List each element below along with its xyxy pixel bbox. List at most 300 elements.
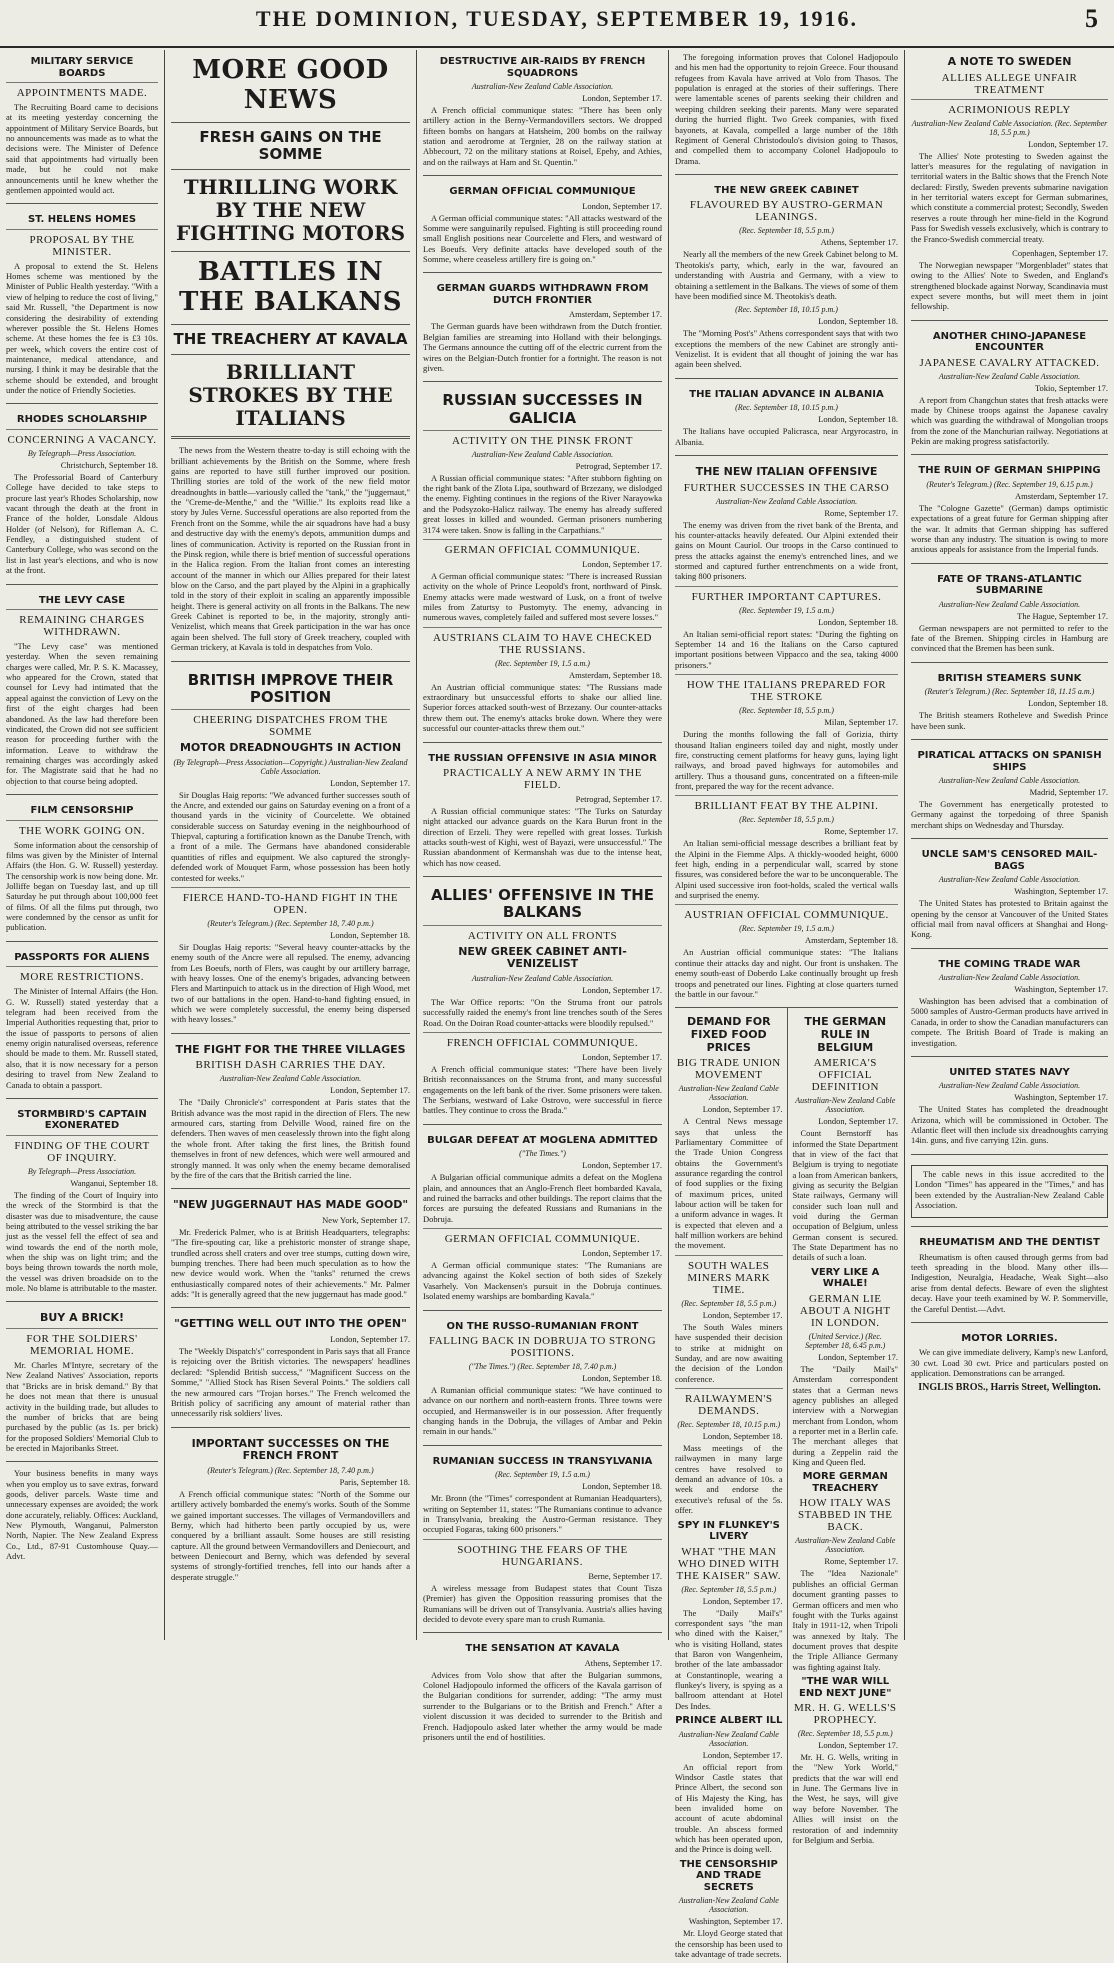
article-headline: PASSPORTS FOR ALIENS <box>14 951 150 963</box>
article-headline: BULGAR DEFEAT AT MOGLENA ADMITTED <box>427 1134 658 1146</box>
article-credit: Australian-New Zealand Cable Association. <box>219 1074 362 1084</box>
article-dateline: London, September 17. <box>582 558 662 569</box>
split-columns <box>675 1007 898 1963</box>
article-body: Mr. Bronn (the "Times" correspondent at Rumanian Headquarters), writing on September 11, states: "The Rumanians continue to advance in Transylvania, breaking the Austro-German resistance. They occupied Fogaras, taking 600 prisoners." <box>423 1493 662 1535</box>
main-headline: MORE GOOD NEWS <box>192 55 389 115</box>
article-subhead: ACRIMONIOUS REPLY <box>911 99 1108 116</box>
article-dateline: New York, September 17. <box>322 1214 410 1225</box>
article-body: The Norwegian newspaper "Morgenbladet" states that owing to the Allies' Note to Sweden, and England's strengthened blockade against Norway, Scandinavia must expect severe months, but will meet them in joint fellowship. <box>911 259 1108 312</box>
article-headline: THE RUIN OF GERMAN SHIPPING <box>918 465 1101 477</box>
article-body: "The Levy case" was mentioned yesterday. When the seven remaining charges were called, Mr. P. S. K. Macassey, who appeared for the Crown, stated that counsel for Levy had intimated that the appeal against the conviction of Levy on the first of the eight charges had been abandoned. As the law had therefore been vindicated, the Crown did not see sufficient reason for proceeding further with the information. Leave to withdraw the remaining charges was accordingly asked for. The Magistrate said that he had no objection to that course being adopted. <box>6 641 158 786</box>
article-subhead: ACTIVITY ON THE PINSK FRONT <box>423 430 662 447</box>
masthead-title: THE DOMINION, TUESDAY, SEPTEMBER 19, 1916. <box>255 6 859 31</box>
article-dateline: Petrograd, September 17. <box>575 460 662 471</box>
article-body: The Allies' Note protesting to Sweden against the latter's measures for the regulating of navigation in territorial waters in the Baltic shows that the French Note declared: Firstly, Sweden prevents submarine navigation in her territorial waters except for German submarines, which constitute a commercial protest; Secondly, Sweden reserves a route through her mine-field in the Kogrund Pass for Swedish vessels exclusively, which is contrary to the Franco-Swedish commercial treaty. <box>911 150 1108 244</box>
article-body: A Central News message says that unless the Parliamentary Committee of the Trade Union Congress obtains the Government's assurance regarding the control of food supplies or the fixing of maximum prices, united labour action will be taken for a uniform advance in wages. It is expected that eleven and a half million workers are behind the movement. <box>675 1116 783 1251</box>
article-body: Mr. H. G. Wells, writing in the "New York World," predicts that the war will end in June. The Germans live in the West, he says, will give way before November. The Allies will insist on the restoration of and indemnity for Belgium and Serbia. <box>792 1752 898 1845</box>
article-body: During the months following the fall of Gorizia, thirty thousand Italian engineers toiled day and night, mostly under fire, constructing cement platforms for heavy guns, laying light railways, and broad paved highways for automobiles and artillery. Thus a thousand guns, concentrated on a fifteen-mile front, prepared the way for the recent advance. <box>675 729 898 791</box>
article-body: An official report from Windsor Castle states that Prince Albert, the second son of His Majesty the King, has been invalided home on account of acute abdominal trouble. An abscess formed which has been operated upon, and the Prince is doing well. <box>675 1761 783 1855</box>
article-credit: (By Telegraph—Press Association—Copyright.) Australian-New Zealand Cable Association. <box>173 757 408 776</box>
article-russo-rumanian <box>423 1310 662 1437</box>
article-body: The enemy was driven from the rivet bank of the Brenta, and his counter-attacks heavily defeated. Our Alpini extended their gains on Mount Cauriol. Our troops in the Carso continued to press the attacks against the enemy's entrenched lines, and we stormed and captured further entrenchments on a wide front, taking 800 prisoners. <box>675 519 898 582</box>
article-dateline: London, September 18. <box>330 929 410 940</box>
article-air-raids <box>423 56 662 167</box>
article-body: Mr. Frederick Palmer, who is at British Headquarters, telegraphs: "The fire-spouting car, like a prehistoric monster of strange shape, trundled across shell craters and over tree stumps, cutting down wire, bumping trenches. There had been much speculation as to how the new device would work. When the "tanks" returned the crews enthusiastically compared notes of their achievements." Mr. Palmer adds: "It is generally agreed that the new juggernaut has made good." <box>171 1226 410 1300</box>
divider <box>171 354 410 355</box>
article-body: The United States has completed the dreadnought Arizona, which will be commissioned in October. The Atlantic fleet will then include six dreadnoughts carrying 14in. guns, and five carrying 12in. guns. <box>911 1104 1108 1146</box>
article-headline: "GETTING WELL OUT INTO THE OPEN" <box>174 1317 407 1331</box>
article-headline: FILM CENSORSHIP <box>30 805 134 817</box>
article-subhead: JAPANESE CAVALRY ATTACKED. <box>919 356 1100 369</box>
article-dateline: Washington, September 17. <box>688 1916 783 1927</box>
split-right <box>787 1008 899 1963</box>
article-body: A German official communique states: "All attacks westward of the Somme were sanguinarily repulsed. Fighting is still proceeding round small English positions near Courcelette and Flers, and westward of Les Boeufs. Very definite attacks have developed south of the Somme, where ceaseless artillery fire is going on." <box>423 212 662 265</box>
article-subhead: APPOINTMENTS MADE. <box>6 82 158 99</box>
article-body: An Italian semi-official message describes a brilliant feat by the Alpini in the Fiemme Alps. A thickly-wooded height, 6000 feet high, ending in a perpendicular wall, scarred by stone fissures, was considered before the war to be unconquerable. The Alpini used successive iron foot-holds, scaled the vertical walls and surprised the enemy. <box>675 838 898 901</box>
advertisement-body: We can give immediate delivery, Kamp's new Lanford, 30 cwt. Load 30 cwt. Price and particulars posted on application. Demonstrations can be arranged. <box>911 1347 1108 1379</box>
article-subhead: FIERCE HAND-TO-HAND FIGHT IN THE OPEN. <box>171 887 410 916</box>
article-subhead: FURTHER IMPORTANT CAPTURES. <box>675 586 898 603</box>
article-headline: THE SENSATION AT KAVALA <box>465 1643 620 1655</box>
article-into-the-open <box>171 1307 410 1418</box>
article-credit: Australian-New Zealand Cable Association. <box>678 1084 779 1103</box>
article-credit: Australian-New Zealand Cable Association. <box>938 1081 1081 1091</box>
article-headline: THE GERMAN RULE IN BELGIUM <box>804 1015 887 1054</box>
article-note-to-sweden <box>911 56 1108 312</box>
article-body: The South Wales miners have suspended their decision to strike at midnight on Sunday, and are now awaiting the decision of the London conference. <box>675 1321 783 1384</box>
article-credit: Australian-New Zealand Cable Association. <box>795 1096 896 1115</box>
article-body: The finding of the Court of Inquiry into the wreck of the Stormbird is that the disaster was due to misadventure, the cause being attributed to the vessel striking the bar just as the vessel fell the effect of sea and wind towards the end of the north mole, when the ship was on light trim; and the boys being thrown towards the north mole, the vessel was driven broadside on to the mole. No blame is attributable to the master. <box>6 1189 158 1294</box>
article-military-service-boards <box>6 56 158 195</box>
article-body: A Russian official communique states: "After stubborn fighting on the right bank of the Zlota Lipa, southward of Brzezany, we dislodged the enemy. Fighting continues in the regions of the River Narayowka and the Podsyzoko-Halicz railway. The enemy has already suffered great losses in killed and wounded. German prisoners numbering 3174 were taken. Snow is falling in the Carpathians." <box>423 472 662 535</box>
article-dateline: Athens, September 17. <box>584 1657 662 1668</box>
article-subhead: CHEERING DISPATCHES FROM THE SOMME <box>171 709 410 738</box>
article-levy-case <box>6 584 158 787</box>
article-kavala <box>423 1632 662 1742</box>
article-headline: THE FIGHT FOR THE THREE VILLAGES <box>175 1042 406 1056</box>
article-credit: (Rec. September 18, 5.5 p.m.) <box>739 815 834 825</box>
times-notice <box>911 1154 1108 1218</box>
article-headline: DESTRUCTIVE AIR-RAIDS BY FRENCH SQUADRONS <box>439 56 646 79</box>
article-headline: FATE OF TRANS-ATLANTIC SUBMARINE <box>937 573 1082 597</box>
article-headline: RHODES SCHOLARSHIP <box>16 414 148 426</box>
article-credit: (Rec. September 19, 1.5 a.m.) <box>739 924 834 934</box>
article-body: Mr. Lloyd George stated that the censorship has been used to take advantage of trade secrets. <box>675 1928 783 1960</box>
article-bulgar-defeat <box>423 1124 662 1302</box>
article-body: A Russian official communique states: "The Turks on Saturday night attacked our advance guards on the Kara Burun front in the direction of Erzeli. They were repelled with great losses. Turkish attacks south-west of Kighi, west of Bayazi, were unsuccessful." The Russian abandonment of Kermanshah was due to the intense heat, which has now ceased. <box>423 806 662 868</box>
article-credit: (Rec. September 18, 5.5 p.m.) <box>739 706 834 716</box>
article-headline: BRITISH STEAMERS SUNK <box>937 672 1082 684</box>
article-british-improve <box>171 661 410 1025</box>
article-dateline: London, September 18. <box>818 414 898 425</box>
article-headline: MILITARY SERVICE BOARDS <box>30 56 134 79</box>
article-headline: THE CENSORSHIP AND TRADE SECRETS <box>679 1858 778 1893</box>
article-subhead: MR. H. G. WELLS'S PROPHECY. <box>793 1702 897 1727</box>
article-subhead: FINDING OF THE COURT OF INQUIRY. <box>6 1135 158 1164</box>
page-number: 5 <box>1085 4 1098 33</box>
article-stormbird <box>6 1098 158 1294</box>
article-dateline: London, September 17. <box>582 1052 662 1063</box>
notice-box <box>911 1165 1108 1218</box>
article-body: Mass meetings of the railwaymen in many large centres have resolved to demand an advance of 10s. a week and endorse the executive's refusal of the 5s. offer. <box>675 1443 783 1516</box>
article-subhead: BRITISH DASH CARRIES THE DAY. <box>195 1059 386 1072</box>
article-credit: (United Service.) (Rec. September 18, 6.45 p.m.) <box>805 1331 886 1350</box>
article-st-helens-homes <box>6 203 158 395</box>
divider <box>171 324 410 325</box>
article-dateline: London, September 17. <box>582 984 662 995</box>
article-galicia <box>423 381 662 733</box>
article-credit: (Rec. September 18, 10.15 p.m.) <box>677 1420 781 1429</box>
advertisement-headline: MOTOR LORRIES. <box>961 1332 1058 1344</box>
article-three-villages <box>171 1033 410 1181</box>
article-credit: (Reuter's Telegram.) (Rec. September 18, 7.40 p.m.) <box>207 1465 374 1475</box>
article-dateline: London, September 17. <box>582 1248 662 1259</box>
article-headline: THE COMING TRADE WAR <box>938 958 1081 970</box>
article-dateline: London, September 17. <box>702 1749 783 1760</box>
article-body: The United States has protested to Britain against the opening by the censor at Vancouver of the United States official mail from naval officers at Shanghai and Hong-Kong. <box>911 898 1108 940</box>
article-dateline: Amsterdam, September 17. <box>568 309 662 320</box>
article-dateline: London, September 17. <box>330 1334 410 1345</box>
article-headline: BRITISH IMPROVE THEIR POSITION <box>187 670 394 706</box>
article-credit: Australian-New Zealand Cable Association. <box>938 599 1081 609</box>
article-subhead: FRENCH OFFICIAL COMMUNIQUE. <box>423 1032 662 1049</box>
article-subhead: THE WORK GOING ON. <box>6 820 158 837</box>
article-subhead: SOOTHING THE FEARS OF THE HUNGARIANS. <box>423 1539 662 1568</box>
article-credit: Australian-New Zealand Cable Association. <box>938 973 1081 983</box>
column-2 <box>164 50 416 1640</box>
advertisement-motor-lorries <box>911 1322 1108 1394</box>
article-body: A report from Changchun states that fresh attacks were made by Chinese troops against the Japanese cavalry which was guarding the withdrawal of Mongolian troops from the zone of the Manchurian railway. Negotiations at Pekin are making progress satisfactorily. <box>911 394 1108 447</box>
article-credit: Australian-New Zealand Cable Association. <box>471 449 614 459</box>
article-dateline: Paris, September 18. <box>339 1476 410 1487</box>
article-credit: Australian-New Zealand Cable Association. <box>678 1896 779 1915</box>
article-body: An Austrian official communique states: "The Russians made extraordinary but unsuccessful efforts to shake our allied line. Superior forces attacked south-west of Brzezany. Our counter-attacks threw them out. The enemy's attacks broke down. Where they were successful our counter-attacks threw them out." <box>423 681 662 734</box>
article-subhead: GERMAN OFFICIAL COMMUNIQUE. <box>423 539 662 556</box>
article-subhead: HOW ITALY WAS STABBED IN THE BACK. <box>797 1497 893 1534</box>
article-subhead: REMAINING CHARGES WITHDRAWN. <box>6 609 158 638</box>
article-dateline: London, September 17. <box>818 1740 898 1751</box>
article-dateline: London, September 17. <box>582 93 662 103</box>
article-us-navy <box>911 1056 1108 1146</box>
article-body: The Minister of Internal Affairs (the Hon. G. W. Russell) stated yesterday that a telegram had been received from the Imperial Authorities requesting that, prior to the issue of passports to persons of alien enemy origin naturalised overseas, reference should be made to them. Mr. Russell stated, also, that it is now necessary for a person desiring to travel from New Zealand to Canada to obtain a passport. <box>6 986 158 1090</box>
article-credit: (Rec. September 18, 5.5 p.m.) <box>739 226 834 236</box>
article-dateline: London, September 17. <box>818 1116 898 1127</box>
article-dateline: London, September 17. <box>702 1595 783 1606</box>
article-body: The Recruiting Board came to decisions at its meeting yesterday concerning the appointment of Military Service Boards, but no announcements was made as to what the decisions were. The Minister of Defence said that appointments had virtually been made, but he could not make announcements until he knew whether the gentlemen appointed would act. <box>6 102 158 195</box>
article-credit: Australian-New Zealand Cable Association. <box>938 875 1081 885</box>
lead-story <box>171 56 410 653</box>
divider <box>171 436 410 439</box>
article-subhead: MORE RESTRICTIONS. <box>6 966 158 983</box>
article-credit: Australian-New Zealand Cable Association. <box>715 496 858 506</box>
article-body: Advices from Volo show that after the Bulgarian summons, Colonel Hadjopoulo informed the officers of the Kavala garrison of the Bulgarian conditions for surrender, adding: "The army must surrender to the Bulgarians or to the British and French." After a violent discussion it was decided to surrender to the British and French. Hadjopoulo asked later whether the army would be made prisoners until the end of hostilities. <box>423 1669 662 1742</box>
article-headline: UNITED STATES NAVY <box>949 1066 1070 1078</box>
article-headline: RUSSIAN SUCCESSES IN GALICIA <box>442 391 643 427</box>
article-dateline: Berne, September 17. <box>588 1570 662 1581</box>
article-headline: UNCLE SAM'S CENSORED MAIL-BAGS <box>921 849 1098 872</box>
article-headline: RUMANIAN SUCCESS IN TRANSYLVANIA <box>432 1455 653 1467</box>
article-subhead: PRACTICALLY A NEW ARMY IN THE FIELD. <box>443 767 642 791</box>
article-dateline: Rome, September 17. <box>824 1556 898 1567</box>
column-4 <box>668 50 904 1960</box>
article-body: A Rumanian official communique states: "We have continued to advance on our northern and north-eastern fronts. Three towns were occupied, and Hermansweiler is in our possession. After frequently changing hands in the Dobruja, the villages of Ambar and Pekin remain in our hands." <box>423 1385 662 1437</box>
article-dateline: London, September 17. <box>330 777 410 788</box>
article-subhead: GERMAN LIE ABOUT A NIGHT IN LONDON. <box>799 1292 891 1329</box>
article-headline: "THE WAR WILL END NEXT JUNE" <box>799 1676 892 1699</box>
article-subhead: RAILWAYMEN'S DEMANDS. <box>675 1388 783 1417</box>
article-dateline: London, September 18. <box>582 1481 662 1492</box>
article-credit: ("The Times.") <box>519 1149 566 1159</box>
article-dateline: London, September 18. <box>818 316 898 327</box>
article-body: A French official communique states: "North of the Somme our artillery actively bombarded the enemy's works. South of the Somme we gained important successes. The villages of Vermandovillers and Berny, which had hitherto been partly occupied by us, were conquered by a brilliant assault. Some houses are still resisting capture. All the ground between Vermandovillers and Deniecourt, and between Deniecourt and Berny, which was defended by several systems of strongly-fortified trenches, fell into our hands after a desperate struggle." <box>171 1488 410 1582</box>
article-body: A French official communique states: "There have been lively British reconnaissances on the Struma front, and many successful engagements on the left bank of the river. Some prisoners were taken. The Serbians, westward of Lake Ostrovo, were successful in fierce battles. They continue to cross the Brada." <box>423 1064 662 1116</box>
headline-deck: THRILLING WORK BY THE NEW FIGHTING MOTORS <box>175 175 406 246</box>
article-dateline: London, September 18. <box>582 1373 662 1384</box>
headline-deck: THE TREACHERY AT KAVALA <box>173 330 408 349</box>
article-submarine <box>911 563 1108 654</box>
article-new-juggernaut <box>171 1188 410 1299</box>
advertiser-name: INGLIS BROS., Harris Street, Wellington. <box>918 1382 1101 1394</box>
article-dateline: London, September 18. <box>1028 698 1108 709</box>
advertisement-dentist <box>911 1226 1108 1314</box>
article-film-censorship <box>6 794 158 933</box>
article-subhead: BIG TRADE UNION MOVEMENT <box>676 1057 781 1082</box>
article-headline: THE NEW GREEK CABINET <box>714 184 859 196</box>
article-credit: (Rec. September 19, 1.5 a.m.) <box>495 1470 590 1480</box>
article-credit: (Rec. September 19, 1.5 a.m.) <box>495 658 590 668</box>
masthead <box>0 0 1114 48</box>
article-subhead: AMERICA'S OFFICIAL DEFINITION <box>811 1057 879 1094</box>
article-dateline: London, September 18. <box>818 616 898 627</box>
article-body: Sir Douglas Haig reports: "Several heavy counter-attacks by the enemy south of the Ancre were all repulsed. The enemy, advancing from Les Boeufs, north of Flers, was caught by our artillery barrage, with heavy losses. One of the enemy's brigades, advancing between Flers and Martinpuich to attack us in the direction of High Wood, met two of our battalions in the open. Hand-to-hand fighting ensued, in which we were completely successful, the enemy being dispersed with heavy losses." <box>171 941 410 1025</box>
article-subhead: GERMAN OFFICIAL COMMUNIQUE. <box>423 1228 662 1245</box>
article-dateline: Copenhagen, September 17. <box>1012 247 1108 258</box>
article-subhead: MOTOR DREADNOUGHTS IN ACTION <box>179 741 402 754</box>
article-subhead: FURTHER SUCCESSES IN THE CARSO <box>683 481 890 494</box>
article-subhead: NEW GREEK CABINET ANTI-VENIZELIST <box>458 944 627 971</box>
article-italian-offensive <box>675 455 898 999</box>
article-dateline: Rome, September 17. <box>824 826 898 837</box>
article-dateline: London, September 17. <box>702 1104 783 1115</box>
column-3 <box>416 50 668 1742</box>
article-credit: Australian-New Zealand Cable Association. (Rec. September 18, 5.5 p.m.) <box>911 118 1108 137</box>
article-body: Washington has been advised that a combination of 5000 samples of Austro-German products have arrived in Canada, in order to show the Canadian manufacturers can compete. The British Board of Trade is making an investigation. <box>911 996 1108 1048</box>
article-body: German newspapers are not permitted to refer to the fate of the Bremen. Shipping circles in Hamburg are convinced that the Bremen has been sunk. <box>911 622 1108 654</box>
article-subhead: PROPOSAL BY THE MINISTER. <box>6 229 158 258</box>
article-dateline: London, September 17. <box>582 1160 662 1171</box>
article-transylvania <box>423 1445 662 1624</box>
article-headline: GERMAN GUARDS WITHDRAWN FROM DUTCH FRONTIER <box>436 283 649 306</box>
article-headline: GERMAN OFFICIAL COMMUNIQUE <box>449 186 636 198</box>
article-rhodes-scholarship <box>6 403 158 575</box>
article-dateline: Milan, September 17. <box>824 717 898 728</box>
article-headline: ANOTHER CHINO-JAPANESE ENCOUNTER <box>932 330 1087 354</box>
headline-deck: BRILLIANT STROKES BY THE ITALIANS <box>188 360 393 431</box>
article-chino-japanese <box>911 320 1108 447</box>
article-dateline: Amsterdam, September 17. <box>1014 490 1108 501</box>
article-credit: By Telegraph—Press Association. <box>27 1166 137 1176</box>
article-dateline: Wanganui, September 18. <box>70 1177 158 1188</box>
notice-body: The cable news in this issue accredited to the London "Times" has appeared in the "Times," and has been extended by the Australian-New Zealand Cable Association. <box>915 1168 1104 1210</box>
article-body: The German guards have been withdrawn from the Dutch frontier. Belgian families are streaming into Holland with their belongings. The Germans announce the cutting off of the electric current from the wires on the Belgian-Dutch frontier for a fortnight. The reason is not given. <box>423 321 662 373</box>
article-headline: ST. HELENS HOMES <box>27 214 137 226</box>
article-german-communique <box>423 175 662 264</box>
article-dateline: Petrograd, September 17. <box>575 794 662 804</box>
article-credit: (Rec. September 18, 10.15 p.m.) <box>735 403 838 413</box>
article-headline: THE ITALIAN ADVANCE IN ALBANIA <box>689 388 884 400</box>
article-body: A German official communique states: "There is increased Russian activity on the whole of Prince Leopold's front, northward of Pinsk. Enemy attacks were made westward of Lusk, on a front of twelve miles from Zaturtsy to Pustomyty. The enemy, advancing in numerous waves, completely failed and suffered most severe losses." <box>423 570 662 623</box>
article-headline: PIRATICAL ATTACKS ON SPANISH SHIPS <box>917 750 1102 773</box>
article-trade-war <box>911 948 1108 1048</box>
article-dateline: Amsterdam, September 18. <box>568 669 662 680</box>
article-spanish-ships <box>911 739 1108 830</box>
article-body: The Professorial Board of Canterbury College have decided to take steps to procure last year's Rhodes Scholarship, now vacant through the death at the front in France of the holder, Lonsdale Aldous Holder (of Nelson), for Rifleman A. C. Fendley, a distinguished student of Canterbury College, who was second on the list in last year's elections, and who is now at the front. <box>6 471 158 576</box>
article-body: The War Office reports: "On the Struma front our patrols successfully raided the enemy's front line trenches south of the Seres Road. On the Doiran Road counter-attacks were bloodily repulsed." <box>423 996 662 1028</box>
article-dateline: Washington, September 17. <box>1014 1092 1108 1103</box>
article-subhead: AUSTRIAN OFFICIAL COMMUNIQUE. <box>675 904 898 921</box>
article-headline: IMPORTANT SUCCESSES ON THE FRENCH FRONT <box>191 1436 390 1463</box>
article-body: A Bulgarian official communique admits a defeat on the Moglena plain, and announces that an Anglo-French fleet bombarded Kavala, and ruined the barracks and other buildings. The report claims that the forces are pursuing the defeated Russians and Rumanians in the Dobruja. <box>423 1172 662 1224</box>
article-french-front <box>171 1427 410 1583</box>
article-body: The Italians have occupied Palicrasca, near Argyrocastro, in Albania. <box>675 426 898 447</box>
column-5 <box>904 50 1114 1640</box>
article-body: Count Bernstorff has informed the State Department that in view of the fact that Belgium is trying to negotiate a loan from American bankers, giving as security the Belgian State railways, Germany will consider such loan null and void during the German occupation of Belgium, unless German consent is secured. The State Department has no details of such a loan. <box>792 1128 898 1263</box>
article-body: A proposal to extend the St. Helens Homes scheme was mentioned by the Minister of Public Health yesterday. "With a view of helping to reduce the cost of living," said Mr. Russell, "the Department is now considering the desirability of extending wherever possible the St. Helens Homes scheme. At these homes the fee is £3 10s. per week, which covers the entire cost of maintenance, medical attendance, and nursing. I think it may be desirable that the scheme should be extended, and brought under the notice of Friendly Societies. <box>6 260 158 396</box>
article-subhead: FLAVOURED BY AUSTRO-GERMAN LEANINGS. <box>689 199 884 224</box>
article-kavala-continued <box>675 52 898 166</box>
article-dateline: London, September 17. <box>330 1085 410 1096</box>
article-subhead: ACTIVITY ON ALL FRONTS <box>423 925 662 942</box>
article-italian-albania <box>675 378 898 447</box>
article-subhead: HOW THE ITALIANS PREPARED FOR THE STROKE <box>675 674 898 703</box>
advertisement-express <box>6 1461 158 1561</box>
article-german-guards <box>423 272 662 373</box>
article-subhead: CONCERNING A VACANCY. <box>6 429 158 446</box>
article-credit: By Telegraph—Press Association. <box>27 448 137 458</box>
article-headline: MORE GERMAN TREACHERY <box>802 1471 888 1494</box>
article-headline: THE LEVY CASE <box>38 594 126 606</box>
article-credit: Australian-New Zealand Cable Association. <box>471 82 614 91</box>
article-credit: Australian-New Zealand Cable Association. <box>471 973 614 983</box>
article-headline: ALLIES' OFFENSIVE IN THE BALKANS <box>430 886 655 922</box>
article-headline: BUY A BRICK! <box>39 1311 124 1325</box>
article-dateline: Rome, September 17. <box>824 507 898 518</box>
divider <box>171 122 410 123</box>
article-credit: (Rec. September 18, 5.5 p.m.) <box>681 1298 777 1308</box>
article-credit: ("The Times.") (Rec. September 18, 7.40 p.m.) <box>468 1362 617 1372</box>
article-subhead: FOR THE SOLDIERS' MEMORIAL HOME. <box>6 1328 158 1357</box>
article-dateline: London, September 17. <box>582 200 662 211</box>
article-credit: Australian-New Zealand Cable Association. <box>795 1536 896 1555</box>
article-body: The "Morning Post's" Athens correspondent says that with two exceptions the members of the new Cabinet are strongly anti-Venizelist. It is evident that all thought of joining the war has again been shelved. <box>675 328 898 370</box>
article-credit: Australian-New Zealand Cable Association. <box>938 776 1081 786</box>
article-dateline: Madrid, September 17. <box>1029 787 1108 798</box>
article-body: Nearly all the members of the new Greek Cabinet belong to M. Theotokis's party, which, early in the war, favoured an understanding with Austria and Germany, with a view to obtaining a settlement in the Balkans. The views of some of them have been modified since M. Theotokis's death. <box>675 249 898 301</box>
article-body: Sir Douglas Haig reports: "We advanced further successes south of the Ancre, and extended our gains on Saturday evening on a front of a thousand yards in the vicinity of Courcelette. We obtained considerable success on Saturday evening in the neighbourhood of Thiepval, capturing a fortification known as the Danube Trench, with a front of a mile. The Germans have abandoned considerable quantities of rifles and equipment. We also captured the strongly-defended work of Mouquet Farm, whose possession has been hotly contested for weeks." <box>171 789 410 883</box>
advertisement-body: Rheumatism is often caused through germs from bad teeth spreading in the blood. Many other ills—Indigestion, Neuralgia, Headache, Weak Sight—also arise from dental defects. Beware of even the slightest decay. Have your teeth examined by W. P. Sommerville, the Careful Dentist.—Advt. <box>911 1251 1108 1314</box>
article-headline: THE NEW ITALIAN OFFENSIVE <box>695 464 878 478</box>
article-body: The "Daily Chronicle's" correspondent at Paris states that the British advance was the most rapid in the direction of Flers. The new armoured cars, starting from Delville Wood, rained fire on the defenders. Then waves of men ceaselessly thrown into the fight along the whole front. After taking the first lines, the British found themselves in front of new defences, which were well armoured and strongly manned. It was only when the enemy became demoralised by the fire of the cars that the British carried the line. <box>171 1097 410 1180</box>
article-balkans-offensive <box>423 876 662 1116</box>
article-dateline: London, September 17. <box>818 1351 898 1362</box>
split-left <box>675 1008 787 1963</box>
article-subhead: FALLING BACK IN DOBRUJA TO STRONG POSITIONS. <box>428 1335 657 1360</box>
advertisement-body: Your business benefits in many ways when you employ us to save extras, forward goods, deliver parcels. Waste time and unnecessary expenses are avoided; the work done accurately, reliably. Offices: Auckland, New Plymouth, Wanganui, Palmerston North, Napier. The New Zealand Express Co., Ltd., 87-91 Customhouse Quay.—Advt. <box>6 1468 158 1562</box>
article-body: The "Daily Mail's" Amsterdam correspondent states that a German news agency publishes an alleged interview with a Norwegian merchant from London, whom a reporter met in a Berlin cafe. The merchant alleges that during a Zeppelin raid the King and Queen fled. <box>792 1363 898 1468</box>
article-dateline: London, September 17. <box>1028 138 1108 149</box>
article-greek-cabinet <box>675 174 898 370</box>
article-body: The British steamers Rotheleve and Swedish Prince have been sunk. <box>911 710 1108 731</box>
article-credit: (Rec. September 18, 10.15 p.m.) <box>735 305 838 315</box>
article-subhead: ALLIES ALLEGE UNFAIR TREATMENT <box>941 71 1078 96</box>
article-dateline: Amsterdam, September 18. <box>804 935 898 946</box>
article-asia-minor <box>423 742 662 869</box>
article-credit: (Rec. September 19, 1.5 a.m.) <box>739 605 834 615</box>
article-headline: STORMBIRD'S CAPTAIN EXONERATED <box>17 1108 147 1132</box>
headline-deck: BATTLES IN THE BALKANS <box>179 257 402 318</box>
article-german-shipping <box>911 454 1108 554</box>
article-dateline: London, September 17. <box>702 1309 783 1320</box>
article-headline: "NEW JUGGERNAUT HAS MADE GOOD" <box>172 1198 409 1212</box>
article-credit: (Rec. September 18, 5.5 p.m.) <box>681 1584 777 1594</box>
article-dateline: Athens, September 17. <box>820 237 898 248</box>
article-body: A French official communique states: "There has been only artillery action in the Berny-Vermandovillers sectors. We dropped fifteen bombs on hangars at Hatsheim, 200 bombs on the railway station and aerodrome at Tergnier, 28 on the railway station at Abbecourt, 72 on the military stations at Roisel, Epehy, and Athies, and on the railways at Ham and St. Quentin." <box>423 105 662 167</box>
article-headline: PRINCE ALBERT ILL <box>675 1715 783 1727</box>
article-body: Some information about the censorship of films was given by the Minister of Internal Affairs (the Hon. G. W. Russell) yesterday. The censorship work is now being done. Mr. Jolliffe began on Tuesday last, and up till Saturday he put through about 100,000 feet of films. Of all the films put through, two were condemned by the censor as unfit for publication. <box>6 839 158 933</box>
article-credit: (Reuter's Telegram.) (Rec. September 19, 6.15 p.m.) <box>926 479 1093 489</box>
article-mail-bags <box>911 838 1108 939</box>
article-body: The Government has energetically protested to Germany against the torpedoing of three Spanish merchant ships on Wednesday and Thursday. <box>911 799 1108 830</box>
article-dateline: London, September 18. <box>702 1431 783 1441</box>
article-body: The foregoing information proves that Colonel Hadjopoulo and his men had the opportunity to rejoin Greece. Four thousand refugees from Kavala have arrived at Volo from Thasos. The population is enraged at the stories of their sufferings. There were lamentable scenes of parents seeking their children and weeping children seeking their parents. Many were separated during the hurried flight. Two Greek companies, with fixed bayonets, at Kavala, compelled a large number of the 18th Regiment of General Christodoulo's division going to Thasos, and compelled them to accompany Colonel Hadjopoulo to Drama. <box>675 52 898 166</box>
article-headline: SPY IN FLUNKEY'S LIVERY <box>677 1519 780 1543</box>
article-subhead: AUSTRIANS CLAIM TO HAVE CHECKED THE RUSSIANS. <box>423 627 662 656</box>
article-dateline: Christchurch, September 18. <box>60 459 158 470</box>
article-subhead: BRILLIANT FEAT BY THE ALPINI. <box>675 795 898 812</box>
advertisement-headline: RHEUMATISM AND THE DENTIST <box>919 1237 1100 1249</box>
article-headline: VERY LIKE A WHALE! <box>811 1266 880 1290</box>
article-body: The "Cologne Gazette" (German) damps optimistic expectations of a great future for German shipping after the war. It admits that German shipping has suffered worse than any industry. The situation is owing to more anxious appeals for assistance from the Imperial funds. <box>911 502 1108 555</box>
article-body: An Italian semi-official report states: "During the fighting on September 14 and 16 the Italians on the Carso captured important positions between Vippacco and the sea, taking 4000 prisoners." <box>675 628 898 670</box>
article-body: A wireless message from Budapest states that Count Tisza (Premier) has given the Opposition reassuring promises that the Rumanians will be driven out of Transylvania. Austria's allies having decided to devote every spare man to crush Rumania. <box>423 1582 662 1624</box>
article-subhead: SOUTH WALES MINERS MARK TIME. <box>675 1255 783 1296</box>
article-body: An Austrian official communique states: "The Italians continue their attacks day and night. Our front is unshaken. The enemy south-east of Doberdo Lake continually brought up fresh troops and penetrated our lines. Fighting at close quarters turned the battle in our favour." <box>675 947 898 999</box>
article-body: A German official communique states: "The Rumanians are advancing against the Kokel section of both sides of Szekely Vasarhely. Von Mackensen's pursuit in the Dobruja continues. Isolated enemy warships are bombarding Kavala." <box>423 1260 662 1302</box>
article-headline: DEMAND FOR FIXED FOOD PRICES <box>686 1015 771 1054</box>
article-dateline: The Hague, September 17. <box>1017 610 1108 621</box>
article-dateline: Washington, September 17. <box>1014 886 1108 897</box>
article-body: The "Idea Nazionale" publishes an official German document granting passes to German officers and men who fought with the Turks against Italy in 1911-12, when Tripoli was annexed by Italy. The document proves that despite the Triple Alliance Germany was fighting against Italy. <box>792 1568 898 1672</box>
article-credit: Australian-New Zealand Cable Association. <box>678 1729 779 1748</box>
lead-summary: The news from the Western theatre to-day is still echoing with the brilliant achievements by the British on the Somme, where fresh gains are reported to have still further improved our position. Thrilling stories are told of the work of the new field motor dreadnoughts in battle—variously called the "tank," the "juggernaut," the "Creme-de-Menthe," and the "Willie." Its exploits read like a story by Jules Verne. Successful operations are also reported from the French front on the Somme, while the air squadrons have had a busy and destructive day with the enemy's depots, ammunition dumps and lines of communication. Activity is reported on the Russian front in the Pinsk region, while there is brief mention of successful operations in the Halica region. From the Italian front comes an interesting account of the manner in which our Allies prepared for their latest blow on the Carso, and the part played by the Alpini in a graphically told in the story of their exploit in scaling an apparently impossible height. There is general activity on all fronts in the Balkans. The new Greek Cabinet is reported to be, in the majority, strongly anti-Venizelist, which means that Greek participation in the war has once again been shelved. The full story of Greek treachery, coupled with German trickery, at Kavala is told in despatches from Volo. <box>171 445 410 653</box>
article-steamers-sunk <box>911 662 1108 731</box>
article-credit: (Reuter's Telegram.) (Rec. September 18, 7.40 p.m.) <box>207 918 374 928</box>
article-headline: THE RUSSIAN OFFENSIVE IN ASIA MINOR <box>428 752 657 764</box>
article-body: Mr. Charles M'Intyre, secretary of the New Zealand Natives' Association, reports that "Bricks are in brisk demand." By that he does not mean that there is unusual activity in the building trade, but alludes to the number of bricks that are being purchased by the public (as 1s. per brick) for the proposed Soldiers' Memorial Club to be erected in Majoribanks Street. <box>6 1360 158 1453</box>
article-headline: A NOTE TO SWEDEN <box>947 55 1072 68</box>
headline-deck: FRESH GAINS ON THE SOMME <box>199 127 382 164</box>
article-credit: (Reuter's Telegram.) (Rec. September 18, 11.15 a.m.) <box>924 687 1095 697</box>
divider <box>171 169 410 170</box>
article-credit: (Rec. September 18, 5.5 p.m.) <box>797 1729 893 1739</box>
divider <box>171 251 410 252</box>
article-credit: Australian-New Zealand Cable Association. <box>938 371 1081 381</box>
article-subhead: WHAT "THE MAN WHO DINED WITH THE KAISER" SAW. <box>676 1545 781 1582</box>
article-dateline: Washington, September 17. <box>1014 984 1108 995</box>
article-dateline: Tokio, September 17. <box>1034 382 1108 393</box>
article-headline: ON THE RUSSO-RUMANIAN FRONT <box>446 1320 639 1332</box>
column-1 <box>0 50 164 1640</box>
